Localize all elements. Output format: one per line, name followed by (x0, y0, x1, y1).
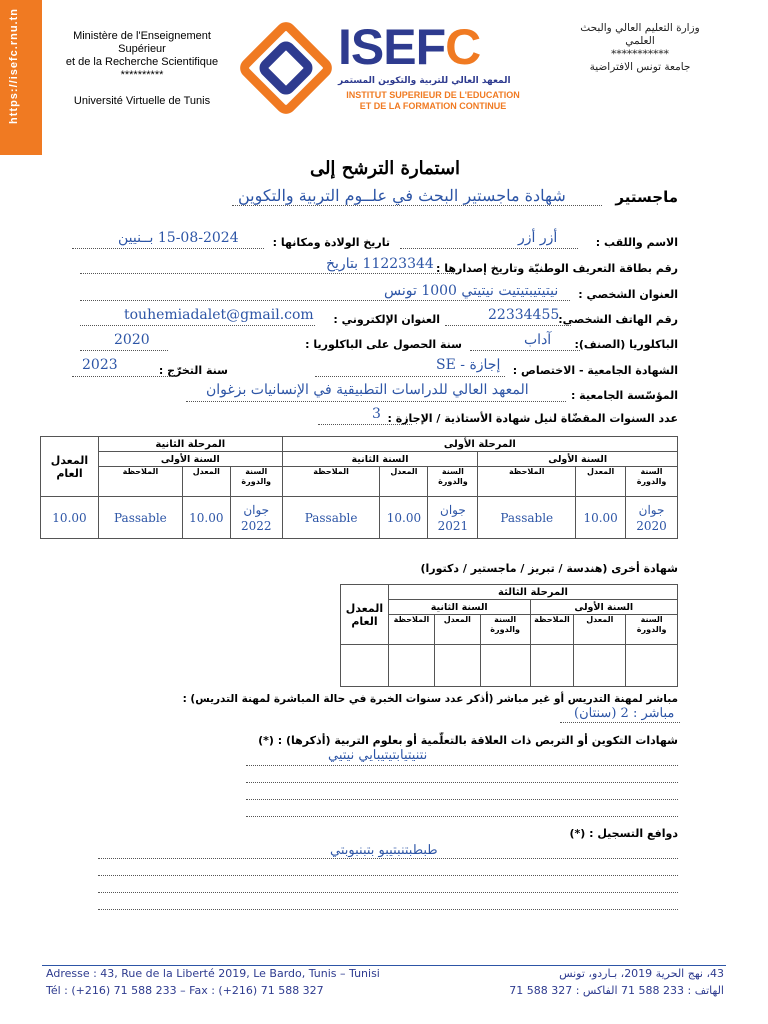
institution-label: المؤسّسة الجامعية : (570, 389, 678, 402)
p1-year2-header: السنة الثانية (282, 452, 478, 467)
motives-value[interactable]: طبطبتنبتيبو بتبنبوبتي (330, 843, 438, 858)
email-label: العنوان الإلكتروني : (333, 313, 440, 326)
motives-line (98, 892, 678, 893)
bac-label: الباكلوريا (الصنف): (574, 338, 678, 351)
trainings-line (246, 782, 678, 783)
isefc-logo-mark (237, 22, 335, 114)
degree-dots (232, 205, 602, 206)
years-label: عدد السنوات المقضّاة لنيل شهادة الأستاذية / الإجازة : (387, 412, 678, 425)
side-url-band (0, 0, 42, 155)
address-value[interactable]: نيتيتيبتيتيت نيتيتي 1000 تونس (384, 283, 559, 299)
col-note: الملاحظة (478, 467, 576, 497)
bac-dots (470, 350, 580, 351)
p1-year1-header: السنة الأولى (478, 452, 678, 467)
email-dots (80, 325, 315, 326)
p1y1-avg-cell[interactable]: 10.00 (576, 497, 626, 539)
birth-dots (72, 248, 264, 249)
col-note: الملاحظة (98, 467, 182, 497)
p2y1-note-cell[interactable]: Passable (98, 497, 182, 539)
trainings-line (246, 765, 678, 766)
cin-label: رقم بطاقة التعريف الوطنيّة وتاريخ إصدارها : (436, 262, 678, 275)
motives-line (98, 909, 678, 910)
degree-value[interactable]: شهادة ماجستير البحث في علــوم التربية والتكوين (238, 186, 566, 205)
table-row (41, 497, 678, 539)
header-ar-line: جامعة تونس الافتراضية (589, 61, 691, 73)
col-note: الملاحظة (530, 615, 574, 645)
header-fr-line: et de la Recherche Scientifique (65, 56, 219, 68)
other-general-avg-header: المعدل العام (341, 585, 389, 645)
header-fr-spacer (48, 82, 236, 95)
col-year-session: السنة والدورة (428, 467, 478, 497)
logo-french-line: ET DE LA FORMATION CONTINUE (359, 101, 507, 111)
phone-dots (445, 325, 571, 326)
header-ar-line: العلمي (625, 35, 655, 47)
col-note: الملاحظة (282, 467, 380, 497)
grades-table (40, 436, 678, 539)
bac-year-label: سنة الحصول على الباكلوريا : (305, 338, 462, 351)
empty-cell[interactable] (530, 645, 574, 687)
header-fr-line: Ministère de l'Enseignement Supérieur (73, 30, 211, 55)
col-year-session: السنة والدورة (230, 467, 282, 497)
p1y1-note-cell[interactable]: Passable (478, 497, 576, 539)
motives-line (98, 858, 678, 859)
grad-year-label: سنة التخرّج : (158, 364, 228, 377)
logo-wordmark-b: C (445, 19, 481, 75)
p1y2-session-cell[interactable]: جوان 2021 (428, 497, 478, 539)
diploma-label: الشهادة الجامعية - الاختصاص : (512, 364, 678, 377)
header-fr-line: Université Virtuelle de Tunis (73, 95, 211, 107)
footer-fr-address: Adresse : 43, Rue de la Liberté 2019, Le Bardo, Tunis – Tunisi (46, 967, 380, 980)
empty-cell[interactable] (626, 645, 678, 687)
teaching-value[interactable]: مباشر : 2 (سنتان) (574, 706, 675, 721)
table-row (341, 645, 678, 687)
col-avg: المعدل (380, 467, 428, 497)
phase3-header: المرحلة الثالثة (388, 585, 677, 600)
cin-dots (80, 273, 460, 274)
p2-year1-header: السنة الأولى (98, 452, 282, 467)
col-year-session: السنة والدورة (626, 467, 678, 497)
empty-cell[interactable] (434, 645, 480, 687)
p1y1-session-cell[interactable]: جوان 2020 (626, 497, 678, 539)
col-year-session: السنة والدورة (480, 615, 530, 645)
name-dots (400, 248, 578, 249)
empty-cell[interactable] (341, 645, 389, 687)
footer-ar-address: 43، نهج الحرية 2019، بـاردو، تونس (559, 967, 724, 980)
footer-divider (42, 965, 726, 966)
trainings-line (246, 799, 678, 800)
institution-dots (186, 401, 566, 402)
teaching-dots (560, 722, 680, 723)
empty-cell[interactable] (480, 645, 530, 687)
degree-label: ماجستير (615, 188, 678, 206)
email-value[interactable]: touhemiadalet@gmail.com (124, 307, 314, 323)
footer-ar-phone: الهاتف : 233 588 71 الفاكس : 327 588 71 (509, 984, 724, 997)
col-avg: المعدل (574, 615, 626, 645)
trainings-value[interactable]: نتنيتيابتيتيبايي نيتيي (328, 748, 428, 763)
trainings-label: شهادات التكوين أو التربص ذات العلاقة بالتعلّمية أو بعلوم التربية (أذكرها) : (*) (258, 734, 678, 747)
logo-french-line: INSTITUT SUPERIEUR DE L'EDUCATION (346, 90, 520, 100)
years-value[interactable]: 3 (372, 406, 381, 422)
empty-cell[interactable] (388, 645, 434, 687)
logo-wordmark (338, 19, 481, 75)
empty-cell[interactable] (574, 645, 626, 687)
p2y1-avg-cell[interactable]: 10.00 (182, 497, 230, 539)
form-title: استمارة الترشح إلى (309, 158, 461, 179)
bac-year-value[interactable]: 2020 (114, 332, 150, 348)
logo-arabic-name: المعهد العالي للتربية والتكوين المستمر (338, 76, 511, 86)
p3-year1-header: السنة الأولى (530, 600, 677, 615)
birth-label: تاريخ الولادة ومكانها : (272, 236, 390, 249)
p1y2-avg-cell[interactable]: 10.00 (380, 497, 428, 539)
grad-year-dots (72, 376, 172, 377)
address-label: العنوان الشخصي : (578, 288, 678, 301)
institution-value[interactable]: المعهد العالي للدراسات التطبيقية في الإنسانيات بزغوان (206, 382, 529, 398)
footer-fr-phone: Tél : (+216) 71 588 233 – Fax : (+216) 71 588 327 (46, 984, 324, 997)
general-avg-cell[interactable]: 10.00 (41, 497, 99, 539)
col-note: الملاحظة (388, 615, 434, 645)
trainings-line (246, 816, 678, 817)
header-ar-line: *********** (611, 48, 669, 60)
col-avg: المعدل (182, 467, 230, 497)
name-label: الاسم واللقب : (595, 236, 678, 249)
general-avg-header: المعدل العام (41, 437, 99, 497)
phone-value[interactable]: 22334455 (488, 307, 560, 323)
grad-year-value[interactable]: 2023 (82, 357, 118, 373)
col-avg: المعدل (434, 615, 480, 645)
bac-value[interactable]: آداب (524, 332, 552, 348)
logo-french-name (338, 90, 528, 112)
name-value[interactable]: أزر أزر (518, 230, 558, 246)
col-year-session: السنة والدورة (626, 615, 678, 645)
p1y2-note-cell[interactable]: Passable (282, 497, 380, 539)
header-fr-block (48, 30, 236, 108)
other-degree-table (340, 584, 678, 687)
p3-year2-header: السنة الثانية (388, 600, 530, 615)
diploma-dots (315, 376, 505, 377)
header-ar-block (560, 22, 720, 74)
header-ar-line: وزارة التعليم العالي والبحث (580, 22, 700, 34)
motives-line (98, 875, 678, 876)
logo-wordmark-a: ISEF (338, 19, 446, 75)
address-dots (80, 300, 570, 301)
cin-value[interactable]: 11223344 بتاريخ (326, 256, 434, 272)
diploma-value[interactable]: إجازة - SE (436, 357, 501, 373)
phase1-header: المرحلة الأولى (282, 437, 677, 452)
bac-year-dots (80, 350, 168, 351)
phase2-header: المرحلة الثانية (98, 437, 282, 452)
side-url-text[interactable]: https://isefc.rnu.tn (8, 8, 20, 124)
motives-label: دوافع التسجيل : (*) (569, 827, 678, 840)
phone-label: رقم الهاتف الشخصي: (558, 313, 678, 326)
teaching-label: مباشر لمهنة التدريس أو غير مباشر (أذكر عدد سنوات الخبرة في حالة المباشرة لمهنة التدريس) : (182, 693, 678, 705)
col-avg: المعدل (576, 467, 626, 497)
birth-value[interactable]: 15-08-2024 بــنيين (118, 230, 239, 246)
other-degree-label: شهادة أخرى (هندسة / تبريز / ماجستير / دكتورا) (420, 562, 678, 575)
header-fr-line: ********** (120, 69, 164, 81)
years-dots (318, 424, 412, 425)
p2y1-session-cell[interactable]: جوان 2022 (230, 497, 282, 539)
